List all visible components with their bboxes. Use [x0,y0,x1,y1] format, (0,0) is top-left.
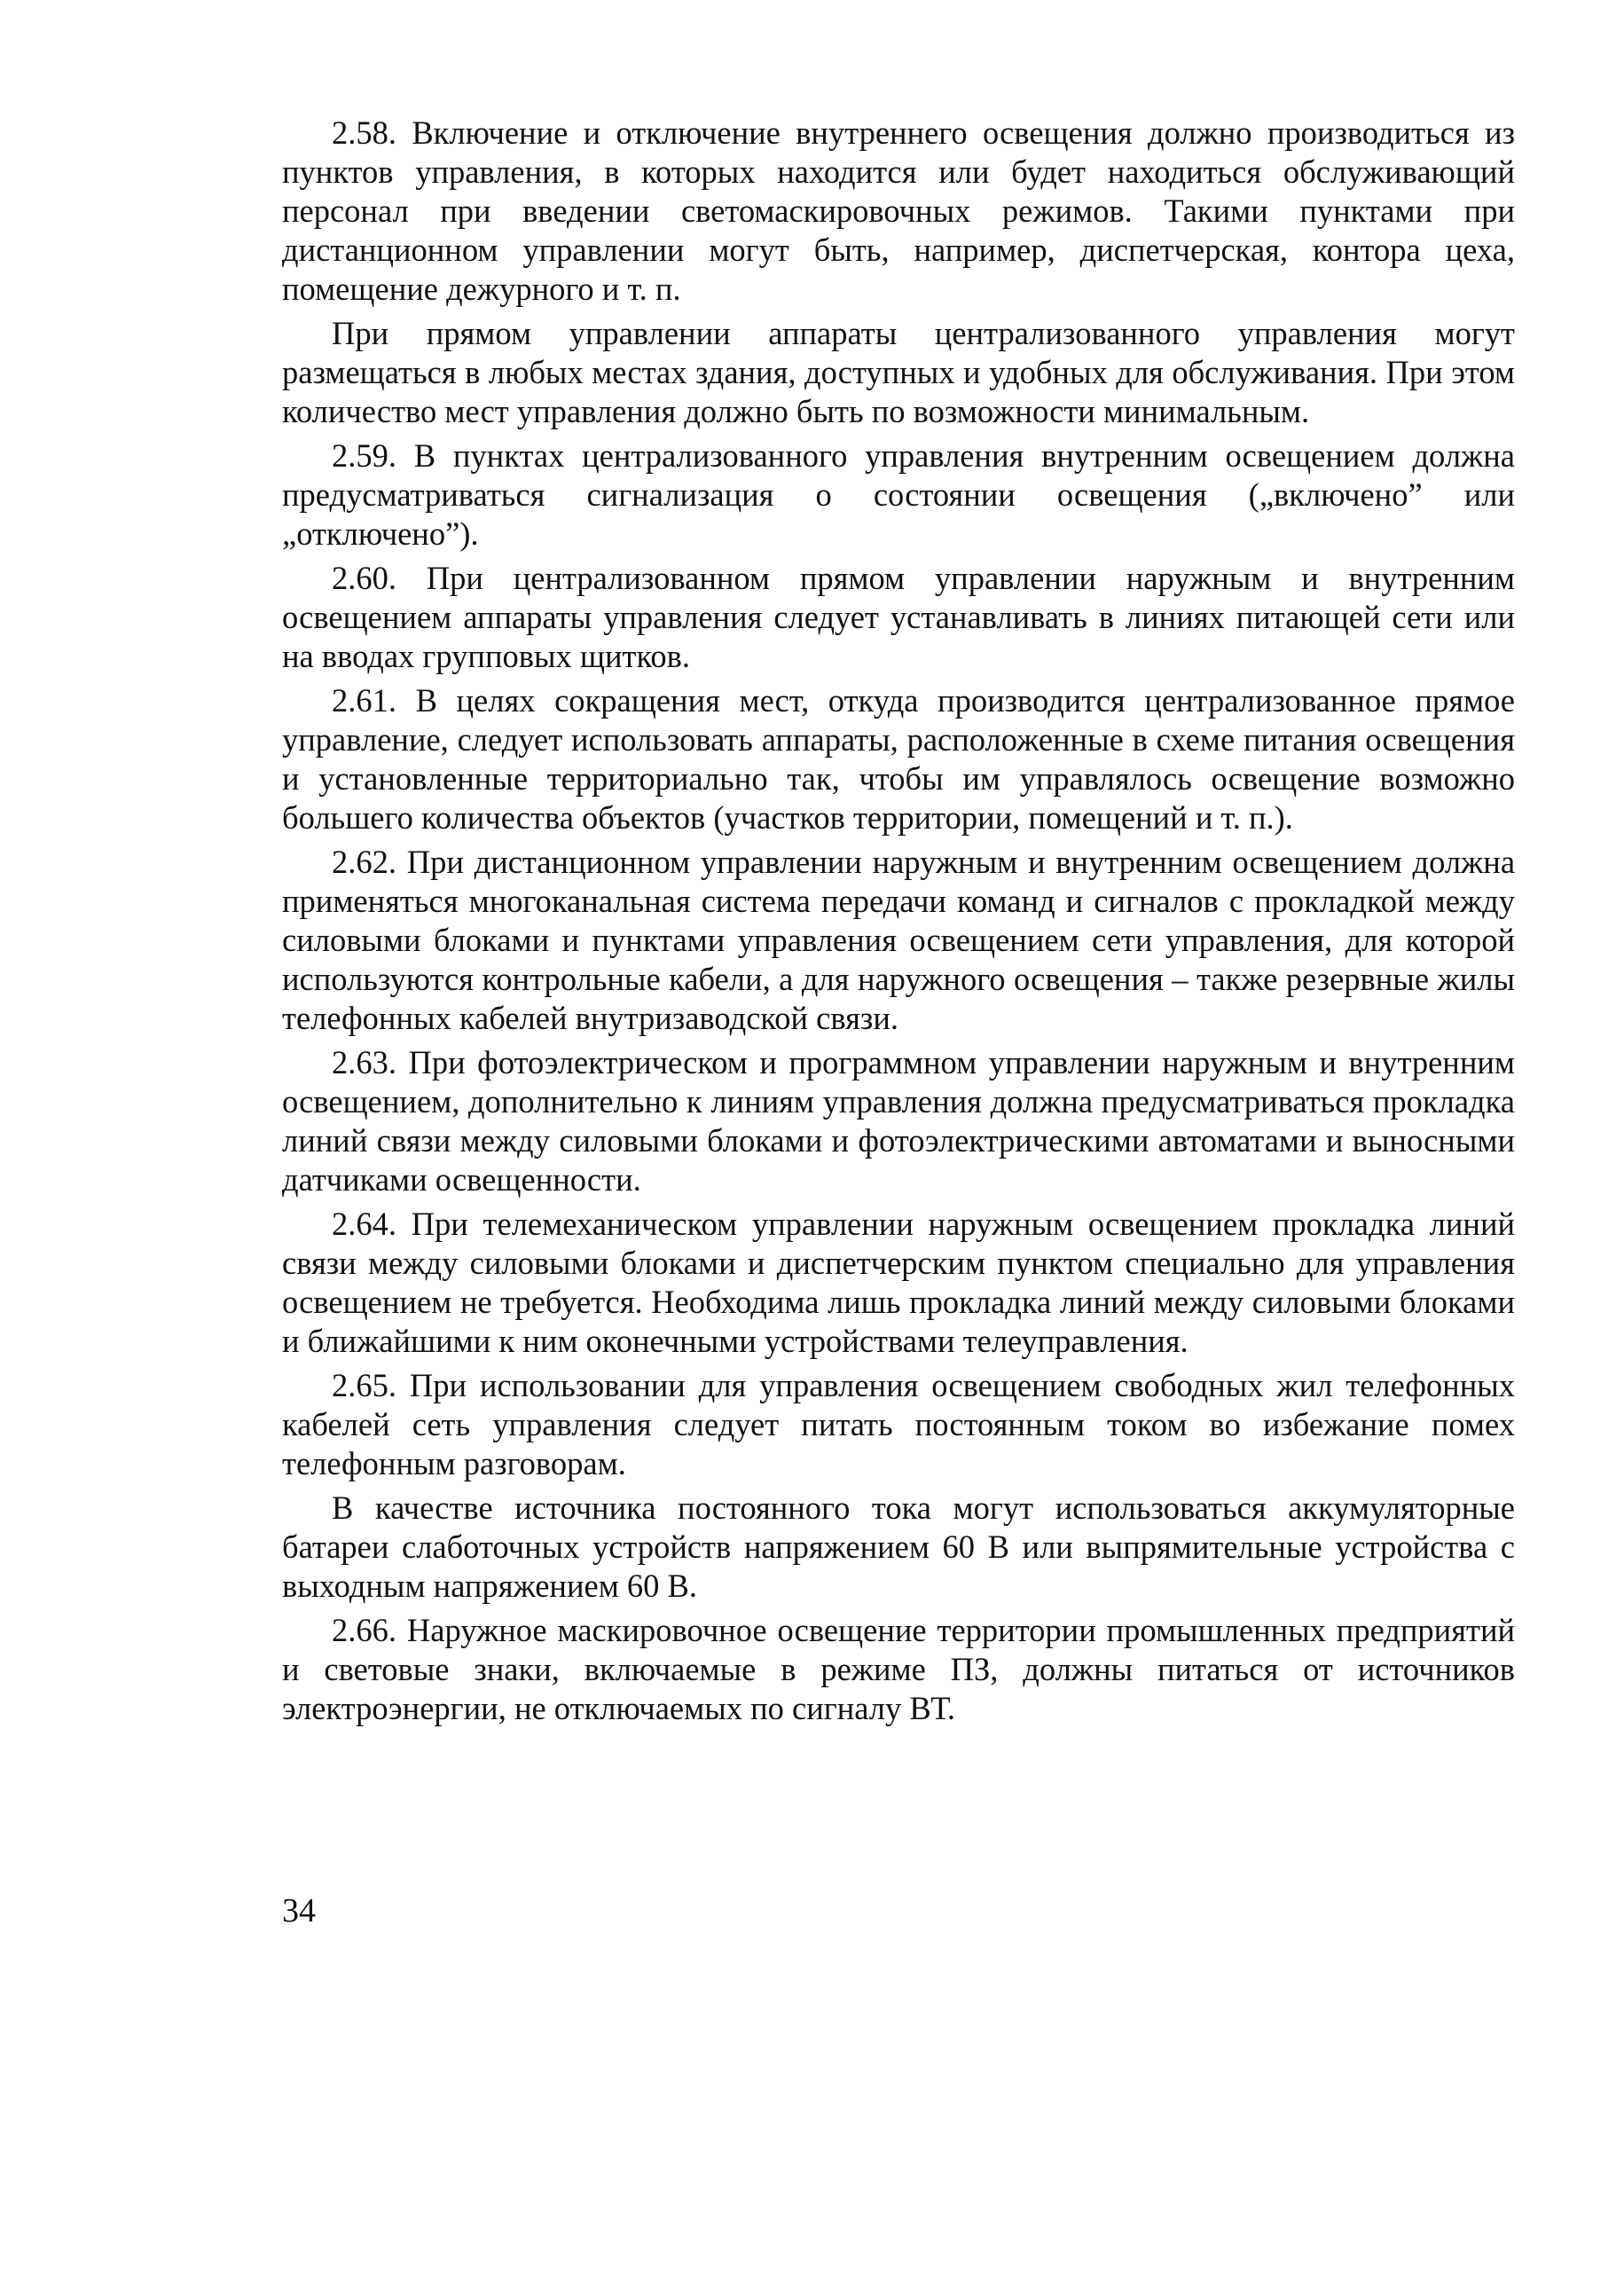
paragraph-number: 2.62. [332,844,396,880]
paragraph-number: 2.63. [332,1044,396,1080]
paragraph-text: В целях сокращения мест, откуда производится централизованное прямое управление, следует использовать аппараты, расположенные в схеме питания освещения и установленные территориально так, чтобы им управлялось освещение возможно большего количества объектов (участков территории, помещений и т. п.). [282,682,1515,836]
page-number: 34 [282,1892,316,1929]
paragraph-number: 2.64. [332,1206,396,1242]
paragraph-2-65 [282,1366,1515,1483]
paragraph-text: При использовании для управления освещением свободных жил телефонных кабелей сеть управления следует питать постоянным током во избежание помех телефонным разговорам. [282,1367,1515,1481]
paragraph-text: В качестве источника постоянного тока могут использоваться аккумуляторные батареи слаботочных устройств напряжением 60 В или выпрямительные устройства с выходным напряжением 60 В. [282,1489,1515,1604]
paragraph-number: 2.65. [332,1367,396,1403]
paragraph-2-58 [282,114,1515,309]
paragraph-2-61 [282,681,1515,837]
paragraph-number: 2.59. [332,437,396,474]
paragraph-number: 2.60. [332,560,396,596]
paragraph-number: 2.61. [332,682,396,719]
document-body [282,114,1515,1733]
paragraph-2-60 [282,559,1515,676]
paragraph-text: Включение и отключение внутреннего освещения должно производиться из пунктов управления, в которых находится или будет находиться обслуживающий персонал при введении светомаскировочных режимов. Такими пунктами при дистанционном управлении могут быть, например, диспетчерская, контора цеха, помещение дежурного и т. п. [282,114,1516,307]
paragraph-2-63 [282,1043,1515,1199]
paragraph-2-65-continued [282,1489,1515,1606]
paragraph-text: Наружное маскировочное освещение территории промышленных предприятий и световые знаки, включаемые в режиме ПЗ, должны питаться от источников электроэнергии, не отключаемых по сигналу ВТ. [282,1612,1516,1726]
paragraph-2-58-continued [282,314,1515,431]
paragraph-text: В пунктах централизованного управления внутренним освещением должна предусматриваться сигнализация о состоянии освещения („включено” или „отключено”). [282,437,1515,552]
paragraph-text: При телемеханическом управлении наружным освещением прокладка линий связи между силовыми блоками и диспетчерским пунктом специально для управления освещением не требуется. Необходима лишь прокладка линий между силовыми блоками и ближайшими к ним оконечными устройствами телеуправления. [282,1206,1516,1359]
paragraph-number: 2.58. [332,114,396,151]
paragraph-text: При централизованном прямом управлении наружным и внутренним освещением аппараты управления следует устанавливать в линиях питающей сети или на вводах групповых щитков. [282,560,1516,674]
paragraph-2-64 [282,1205,1515,1361]
paragraph-text: При дистанционном управлении наружным и внутренним освещением должна применяться многоканальная система передачи команд и сигналов с прокладкой между силовыми блоками и пунктами управления освещением сети управления, для которой используются контрольные кабели, а для наружного освещения – также резервные жилы телефонных кабелей внутризаводской связи. [282,844,1516,1036]
paragraph-2-62 [282,843,1515,1038]
paragraph-text: При фотоэлектрическом и программном управлении наружным и внутренним освещением, дополнительно к линиям управления должна предусматриваться прокладка линий связи между силовыми блоками и фотоэлектрическими автоматами и выносными датчиками освещенности. [282,1044,1515,1198]
paragraph-2-59 [282,436,1515,554]
paragraph-text: При прямом управлении аппараты централизованного управления могут размещаться в любых местах здания, доступных и удобных для обслуживания. При этом количество мест управления должно быть по возможности минимальным. [282,315,1515,429]
paragraph-2-66 [282,1611,1515,1728]
paragraph-number: 2.66. [332,1612,396,1648]
